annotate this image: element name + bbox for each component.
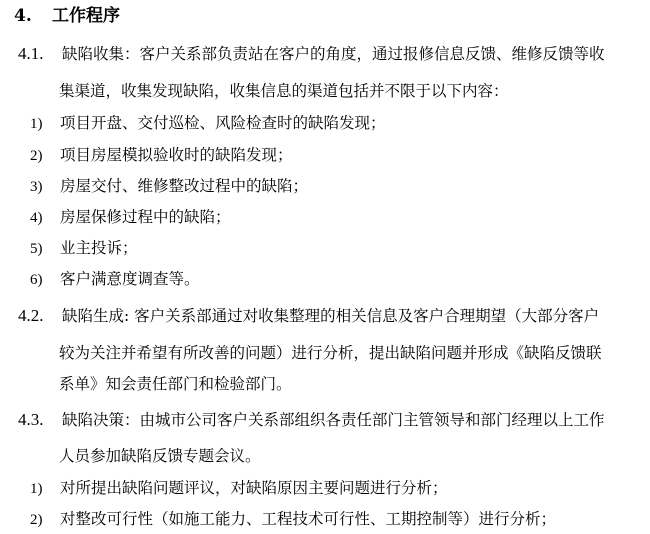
list-item <box>30 145 293 166</box>
section-heading <box>14 5 120 27</box>
list-item-text: 房屋交付、维修整改过程中的缺陷； <box>60 177 309 195</box>
section-number: 4.2. <box>18 306 44 325</box>
list-item-number: 6) <box>30 272 43 288</box>
list-item-number: 1) <box>30 116 43 132</box>
section-4-2-line-1 <box>18 306 599 326</box>
list-item <box>30 113 386 134</box>
list-item <box>30 269 200 290</box>
list-item-text: 项目房屋模拟验收时的缺陷发现； <box>60 146 293 164</box>
list-item-number: 2) <box>30 512 43 528</box>
list-item-text: 项目开盘、交付巡检、风险检查时的缺陷发现； <box>60 114 386 132</box>
section-4-2-line-2: 较为关注并希望有所改善的问题）进行分析，提出缺陷问题并形成《缺陷反馈联 <box>59 344 602 362</box>
section-4-2-line-3: 系单》知会责任部门和检验部门。 <box>59 375 292 393</box>
section-4-3-line-1 <box>18 410 605 430</box>
section-4-1-line-2: 集渠道，收集发现缺陷，收集信息的渠道包括并不限于以下内容： <box>59 82 509 100</box>
list-item-number: 5) <box>30 241 43 257</box>
list-item-number: 2) <box>30 148 43 164</box>
list-item <box>30 478 448 499</box>
list-item-text: 房屋保修过程中的缺陷； <box>60 208 231 226</box>
list-item <box>30 238 138 259</box>
list-item <box>30 509 556 530</box>
list-item-number: 4) <box>30 210 43 226</box>
section-4-1-line-1 <box>18 44 605 64</box>
section-number: 4.1. <box>18 44 44 63</box>
list-item-number: 3) <box>30 179 43 195</box>
list-item <box>30 207 231 228</box>
section-number: 4.3. <box>18 410 44 429</box>
heading-title: 工作程序 <box>52 6 120 26</box>
paragraph-text: 缺陷生成: 客户关系部通过对收集整理的相关信息及客户合理期望（大部分客户 <box>62 307 600 325</box>
list-item <box>30 176 308 197</box>
list-item-number: 1) <box>30 481 43 497</box>
list-item-text: 对所提出缺陷问题评议，对缺陷原因主要问题进行分析； <box>60 479 448 497</box>
list-item-text: 对整改可行性（如施工能力、工程技术可行性、工期控制等）进行分析； <box>60 510 557 528</box>
heading-number: 4. <box>14 6 32 26</box>
list-item-text: 客户满意度调查等。 <box>60 270 200 288</box>
list-item-text: 业主投诉； <box>60 239 138 257</box>
paragraph-text: 缺陷收集：客户关系部负责站在客户的角度，通过报修信息反馈、维修反馈等收 <box>62 45 605 63</box>
section-4-3-line-2: 人员参加缺陷反馈专题会议。 <box>59 447 261 465</box>
paragraph-text: 缺陷决策：由城市公司客户关系部组织各责任部门主管领导和部门经理以上工作 <box>62 411 605 429</box>
